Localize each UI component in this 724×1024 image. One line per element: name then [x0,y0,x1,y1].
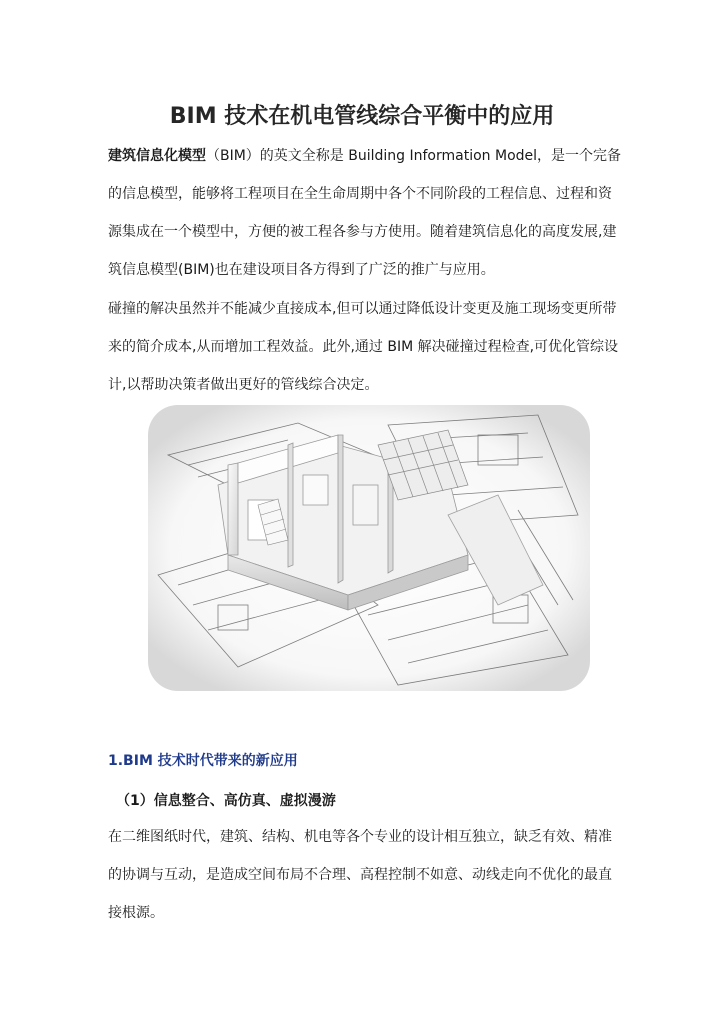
section-heading: 1.BIM 技术时代带来的新应用 [108,753,298,769]
intro-text: （BIM）的英文全称是 Building Information Model，是一个完备的信息模型，能够将工程项目在全生命周期中各个不同阶段的工程信息、过程和资源集成在一个模型中，方便的被工程各参与方使用。随着建筑信息化的高度发展,建筑信息模型(BIM)也在建设项目各方得到了广泛的推广与应用。 [108,148,622,278]
intro-paragraph [108,137,623,289]
bim-model-illustration [148,405,590,691]
section-paragraph: 在二维图纸时代，建筑、结构、机电等各个专业的设计相互独立，缺乏有效、精准的协调与互动，是造成空间布局不合理、高程控制不如意、动线走向不优化的最直接根源。 [108,829,612,921]
intro-term: 建筑信息化模型 [108,148,206,164]
collision-paragraph: 碰撞的解决虽然并不能减少直接成本,但可以通过降低设计变更及施工现场变更所带来的简介成本,从而增加工程效益。此外,通过 BIM 解决碰撞过程检查,可优化管综设计,以帮助决策者做出更好的管线综合决定。 [108,301,619,393]
document-title: BIM 技术在机电管线综合平衡中的应用 [169,104,555,129]
sub-heading: （1）信息整合、高仿真、虚拟漫游 [116,793,336,809]
